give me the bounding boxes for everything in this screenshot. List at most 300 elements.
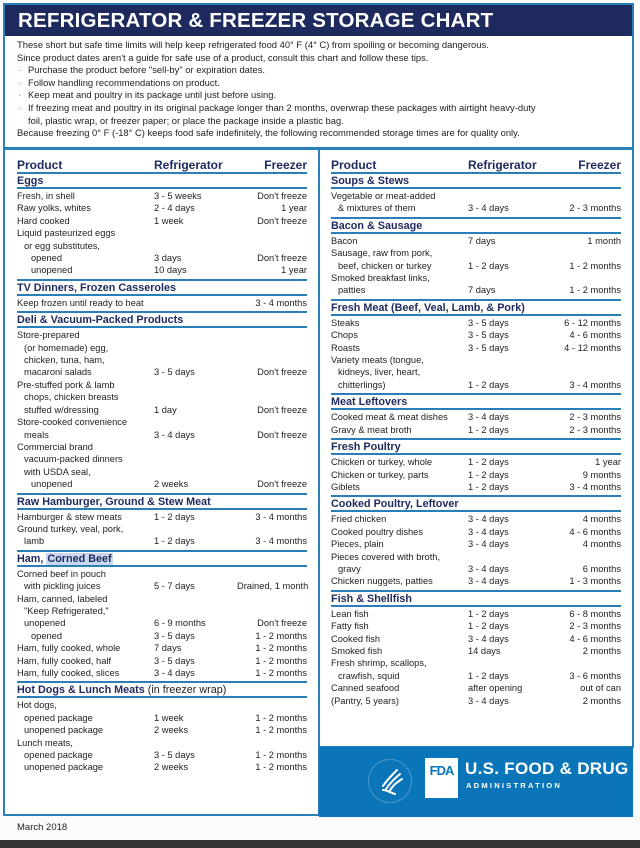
refrigerator-cell [154,342,237,354]
freezer-cell: 1 - 2 months [255,725,307,736]
fda-subtitle: ADMINISTRATION [466,781,563,790]
section-title [331,497,621,512]
section-freshmeat [331,299,621,391]
refrigerator-cell: 14 days [468,645,501,656]
freezer-cell [237,466,307,478]
product-cell: chicken, tuna, ham, [24,355,105,366]
section-deli [17,311,307,490]
product-cell: Cooked meat & meat dishes [331,412,448,423]
section-eggs [17,174,307,277]
freezer-cell: Don't freeze [257,215,307,226]
freezer-cell [551,247,621,259]
product-cell: unopened [31,479,73,490]
refrigerator-cell: 3 days [154,253,182,264]
refrigerator-cell: 3 - 5 days [468,330,509,341]
refrigerator-cell [468,190,551,202]
table-row [17,354,307,366]
table-row [17,761,307,773]
section-hamburger [17,493,307,548]
freezer-cell: out of can [580,683,621,694]
refrigerator-cell: 3 - 5 days [468,342,509,353]
product-cell: Lunch meats, [17,737,73,748]
freezer-cell [237,416,307,428]
freezer-cell: 4 - 6 months [569,330,621,341]
freezer-cell [551,190,621,202]
header-freezer: Freezer [264,158,307,172]
section-title [17,552,307,567]
product-cell: opened [31,630,63,641]
product-cell: opened package [24,750,93,761]
section-title-text: Soups & Stews [331,175,409,187]
section-ham [17,550,307,680]
freezer-cell: Don't freeze [257,367,307,378]
table-row [17,240,307,252]
refrigerator-cell: 6 - 9 months [154,618,206,629]
table-row [17,441,307,453]
product-cell: beef, chicken or turkey [338,260,432,271]
table-row [17,190,307,202]
table-row [17,749,307,761]
section-title-text: Eggs [17,175,44,187]
product-cell: Chicken or turkey, parts [331,469,429,480]
freezer-cell: 6 - 12 months [564,317,621,328]
section-title-text: Bacon & Sausage [331,219,423,232]
table-row [331,456,621,468]
table-row [17,429,307,441]
freezer-cell: 1 - 2 months [569,260,621,271]
freezer-cell [551,657,621,669]
refrigerator-cell: 3 - 5 days [154,630,195,641]
refrigerator-cell: 1 - 2 days [468,670,509,681]
freezer-cell: 1 - 2 months [255,750,307,761]
refrigerator-cell: 2 weeks [154,725,189,736]
table-row [331,551,621,563]
intro-line-2: Since product dates aren't a guide for safe use of a product, consult this chart and follow these tips. [17,51,429,63]
table-row [331,342,621,354]
table-row [17,202,307,214]
section-cookedpoultry [331,495,621,587]
section-title-text: Fresh Meat (Beef, Veal, Lamb, & Pork) [331,301,525,314]
freezer-cell [237,342,307,354]
freezer-cell: 3 - 4 months [255,536,307,547]
freezer-cell: 1 - 2 months [255,712,307,723]
product-cell: kidneys, liver, heart, [338,367,421,378]
table-row [331,633,621,645]
intro-line-3: Because freezing 0° F (-18° C) keeps food safe indefinitely, the following recommended storage times are for quality only. [17,127,520,139]
product-cell: macaroni salads [24,367,92,378]
product-cell: (or homemade) egg, [24,342,109,353]
table-row [331,247,621,259]
table-row [17,737,307,749]
product-cell: Commercial brand [17,441,93,452]
section-tv [17,279,307,309]
freezer-cell [551,551,621,563]
freezer-cell: Don't freeze [257,429,307,440]
refrigerator-cell: 1 - 2 days [154,511,195,522]
freezer-cell: 1 - 2 months [255,643,307,654]
intro-line-1: These short but safe time limits will help keep refrigerated food 40° F (4° C) from spoiling or becoming dangerous. [17,39,489,50]
table-row [17,297,307,309]
product-cell: vacuum-packed dinners [24,454,123,465]
product-cell: or egg substitutes, [24,240,100,251]
freezer-cell: 3 - 4 months [255,297,307,308]
table-row [17,617,307,629]
freezer-cell [551,272,621,284]
table-row [17,227,307,239]
refrigerator-cell [154,416,237,428]
page-title: REFRIGERATOR & FREEZER STORAGE CHART [18,9,494,32]
product-cell: Sausage, raw from pork, [331,248,433,259]
freezer-cell: 4 months [582,514,621,525]
refrigerator-cell [154,523,237,535]
table-row [331,608,621,620]
product-cell: Liquid pasteurized eggs [17,228,116,239]
freezer-cell: 1 - 2 months [255,655,307,666]
product-cell: Corned beef in pouch [17,568,106,579]
table-row [17,215,307,227]
product-cell: Chops [331,330,358,341]
freezer-cell [237,379,307,391]
product-cell: Ham, fully cooked, half [17,655,112,666]
header-refrigerator: Refrigerator [154,158,223,172]
section-title-text: Meat Leftovers [331,396,408,409]
product-cell: patties [338,285,366,296]
refrigerator-cell [468,272,551,284]
product-cell: Ground turkey, veal, pork, [17,523,124,534]
table-row [331,682,621,694]
table-row [17,511,307,523]
section-title [17,495,307,510]
title-bar [5,5,632,36]
table-row [17,264,307,276]
refrigerator-cell [154,379,237,391]
refrigerator-cell: 3 - 4 days [468,633,509,644]
table-row [331,260,621,272]
section-title-text: Fish & Shellfish [331,592,412,605]
tips-list [17,64,627,114]
table-row [17,568,307,580]
table-row [17,329,307,341]
table-row [17,699,307,711]
refrigerator-cell: 3 - 4 days [468,695,509,706]
product-cell: Chicken nuggets, patties [331,576,433,587]
table-row [17,466,307,478]
table-row [17,523,307,535]
product-cell: Ham, fully cooked, slices [17,668,120,678]
table-row [331,538,621,550]
freezer-cell [237,391,307,403]
refrigerator-cell [154,737,237,749]
table-row [331,620,621,632]
product-cell: stuffed w/dressing [24,404,99,415]
freezer-cell: 3 - 4 months [569,379,621,390]
freezer-cell [237,568,307,580]
freezer-cell: 2 - 3 months [569,412,621,423]
refrigerator-cell: 1 - 2 days [468,457,509,468]
product-cell: Cooked poultry dishes [331,526,423,537]
refrigerator-cell [154,227,237,239]
table-row [331,411,621,423]
table-row [331,329,621,341]
product-cell: Store-cooked convenience [17,417,128,428]
section-title-text: Raw Hamburger, Ground & Stew Meat [17,495,211,508]
refrigerator-cell [154,605,237,617]
refrigerator-cell: 3 - 4 days [468,563,509,574]
section-title [17,313,307,328]
freezer-cell: 2 - 3 months [569,424,621,435]
refrigerator-cell: 1 - 2 days [468,424,509,435]
freezer-cell: Drained, 1 month [237,581,309,592]
product-cell: Cooked fish [331,633,381,644]
freezer-cell [237,329,307,341]
section-title-text: TV Dinners, Frozen Casseroles [17,281,177,294]
product-cell: Pieces, plain [331,539,384,550]
refrigerator-cell: 2 - 4 days [154,203,195,214]
freezer-cell [237,240,307,252]
table-row [331,645,621,657]
table-row [331,469,621,481]
refrigerator-cell [154,593,237,605]
table-row [17,379,307,391]
header-refrigerator: Refrigerator [468,158,537,172]
section-soups [331,174,621,215]
product-cell: unopened package [24,762,104,773]
product-cell: Store-prepared [17,330,80,341]
table-row [17,605,307,617]
table-row [17,453,307,465]
table-row [331,366,621,378]
refrigerator-cell: after opening [468,683,523,694]
freezer-cell: 1 - 2 months [255,630,307,641]
freezer-cell: 1 year [281,203,307,214]
section-title-text: Hot Dogs & Lunch Meats [17,684,145,697]
refrigerator-cell [154,441,237,453]
product-cell: Smoked fish [331,645,383,656]
product-cell: gravy [338,563,361,574]
table-row [17,667,307,679]
product-cell: meals [24,429,49,440]
product-cell: Fresh, in shell [17,191,75,201]
refrigerator-cell [468,247,551,259]
freezer-cell: 6 months [582,563,621,574]
product-cell: chops, chicken breasts [24,392,119,403]
tip-item-continued: foil, plastic wrap, or freezer paper; or place the package inside a plastic bag. [28,114,344,126]
product-cell: & mixtures of them [338,203,416,214]
refrigerator-cell: 3 - 4 days [154,668,195,678]
refrigerator-cell: 3 - 4 days [468,576,509,587]
product-cell: Pieces covered with broth, [331,551,441,562]
table-row [17,712,307,724]
refrigerator-cell [468,354,551,366]
refrigerator-cell: 1 - 2 days [468,469,509,480]
section-title-highlighted[interactable]: Corned Beef [47,552,112,565]
product-cell: Bacon [331,235,358,246]
product-cell: with USDA seal, [24,466,91,477]
left-column [17,157,307,776]
refrigerator-cell: 3 - 5 days [154,367,195,378]
refrigerator-cell: 3 - 5 days [154,750,195,761]
refrigerator-cell: 1 - 2 days [468,481,509,492]
table-row [17,391,307,403]
table-row [17,404,307,416]
intro-text [17,39,627,140]
freezer-cell: 6 - 8 months [569,608,621,619]
table-row [331,284,621,296]
refrigerator-cell: 3 - 4 days [154,429,195,440]
freezer-cell: 2 - 3 months [569,203,621,214]
refrigerator-cell: 1 - 2 days [468,379,509,390]
table-row [17,593,307,605]
freezer-cell: 4 months [582,539,621,550]
freezer-cell: 2 months [582,695,621,706]
refrigerator-cell [154,329,237,341]
table-row [331,481,621,493]
freezer-cell: Don't freeze [257,479,307,490]
product-cell: Hot dogs, [17,700,57,711]
product-cell: opened package [24,712,93,723]
refrigerator-cell: 1 week [154,215,184,226]
product-cell: Vegetable or meat-added [331,191,436,201]
product-cell: Pre-stuffed pork & lamb [17,379,115,390]
section-title-text: Deli & Vacuum-Packed Products [17,314,184,327]
table-row [331,513,621,525]
product-cell: Smoked breakfast links, [331,273,430,284]
freezer-cell: Don't freeze [257,253,307,264]
column-headers [17,157,307,174]
table-row [17,252,307,264]
refrigerator-cell [154,453,237,465]
refrigerator-cell: 10 days [154,265,187,276]
section-title-text: Cooked Poultry, Leftover [331,498,459,511]
product-cell: Chicken or turkey, whole [331,457,433,468]
section-title [331,592,621,607]
section-title-text: Ham, [17,552,47,565]
freezer-cell: 3 - 6 months [569,670,621,681]
product-cell: Variety meats (tongue, [331,355,424,366]
header-freezer: Freezer [578,158,621,172]
product-cell: Steaks [331,317,360,328]
refrigerator-cell: 1 - 2 days [154,536,195,547]
table-row [17,642,307,654]
table-row [331,354,621,366]
hhs-eagle-seal-icon [368,759,412,803]
refrigerator-cell: 7 days [154,643,182,654]
freezer-cell [551,366,621,378]
freezer-cell: 4 - 6 months [569,633,621,644]
section-bacon [331,217,621,297]
freezer-cell: Don't freeze [257,618,307,629]
freezer-cell: 9 months [582,469,621,480]
column-headers [331,157,621,174]
header-product: Product [331,158,377,172]
publication-date: March 2018 [17,822,68,833]
table-row [331,670,621,682]
table-row [331,272,621,284]
table-row [331,235,621,247]
freezer-cell: Don't freeze [257,191,307,201]
fda-name: U.S. FOOD & DRUG [465,759,629,778]
bottom-bar [0,840,640,848]
table-row [331,202,621,214]
left-sections [17,174,307,774]
product-cell: Raw yolks, whites [17,203,91,214]
freezer-cell: 4 - 12 months [564,342,621,353]
product-cell: Lean fish [331,608,369,619]
product-cell: Giblets [331,481,360,492]
freezer-cell [237,227,307,239]
product-cell: lamb [24,536,45,547]
refrigerator-cell [468,366,551,378]
refrigerator-cell: 1 - 2 days [468,608,509,619]
section-title [17,683,307,698]
product-cell: Fatty fish [331,621,369,632]
product-cell: (Pantry, 5 years) [331,695,400,706]
refrigerator-cell: 1 - 2 days [468,260,509,271]
product-cell: unopened package [24,725,104,736]
table-row [17,724,307,736]
table-row [331,424,621,436]
product-cell: Roasts [331,342,360,353]
freezer-cell: 1 - 2 months [255,762,307,773]
tip-item: · Purchase the product before "sell-by" or expiration dates. [17,64,627,77]
table-row [17,342,307,354]
product-cell: opened [31,253,63,264]
table-row [331,563,621,575]
refrigerator-cell [154,568,237,580]
product-cell: Ham, canned, labeled [17,593,108,604]
freezer-cell [237,354,307,366]
section-title [17,174,307,189]
refrigerator-cell: 1 - 2 days [468,621,509,632]
product-cell: unopened [24,618,66,629]
refrigerator-cell: 1 day [154,404,177,415]
freezer-cell: 1 - 2 months [569,285,621,296]
freezer-cell [237,605,307,617]
freezer-cell: Don't freeze [257,404,307,415]
product-cell: unopened [31,265,73,276]
refrigerator-cell [154,297,237,309]
refrigerator-cell: 3 - 4 days [468,539,509,550]
product-cell: Ham, fully cooked, whole [17,643,121,654]
refrigerator-cell: 2 weeks [154,762,189,773]
refrigerator-cell [154,391,237,403]
refrigerator-cell [468,657,551,669]
table-row [331,190,621,202]
table-row [17,416,307,428]
product-cell: Fried chicken [331,514,387,525]
table-row [331,317,621,329]
freezer-cell [237,593,307,605]
freezer-cell: 4 - 6 months [569,526,621,537]
freezer-cell: 1 month [587,235,621,246]
product-cell: chitterlings) [338,379,386,390]
refrigerator-cell: 3 - 4 days [468,526,509,537]
product-cell: Hard cooked [17,215,70,226]
right-sections [331,174,621,707]
section-title [17,281,307,296]
section-title [331,395,621,410]
freezer-cell: 2 - 3 months [569,621,621,632]
product-cell: Gravy & meat broth [331,424,412,435]
tip-item: · Keep meat and poultry in its package until just before using. [17,89,627,102]
product-cell: "Keep Refrigerated," [24,605,109,616]
refrigerator-cell [154,240,237,252]
freezer-cell: 1 year [281,265,307,276]
product-cell: with pickling juices [24,581,101,592]
table-row [17,630,307,642]
table-row [17,580,307,592]
refrigerator-cell [154,354,237,366]
